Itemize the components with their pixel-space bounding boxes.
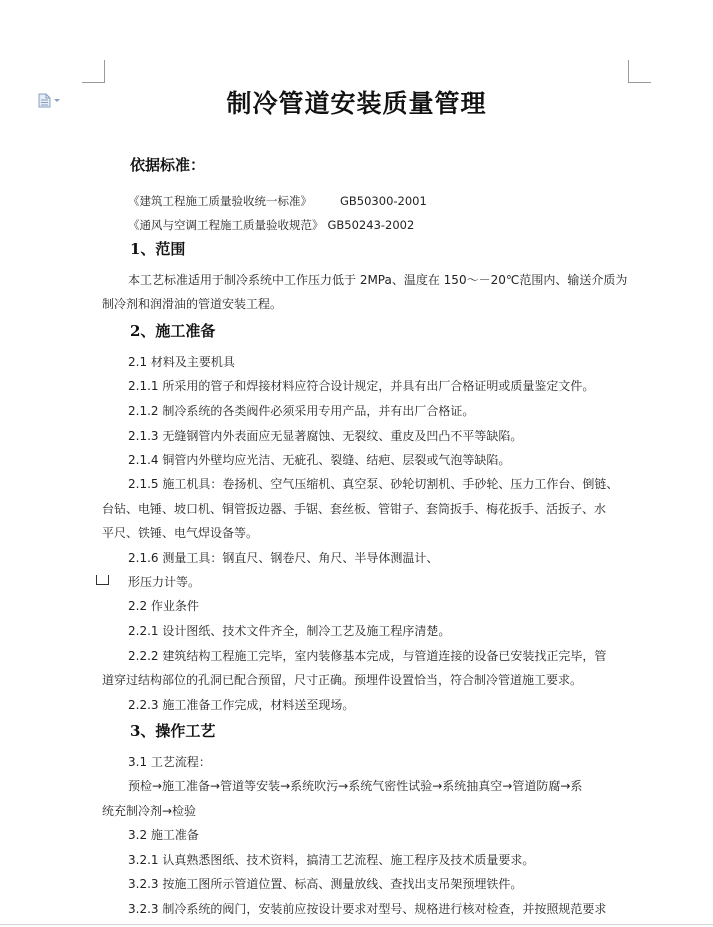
paragraph-line: 台钻、电锤、坡口机、铜管扳边器、手锯、套丝板、管钳子、套筒扳手、梅花扳手、活扳子、水 xyxy=(102,502,607,516)
paragraph-line: 2.1.1 所采用的管子和焊接材料应符合设计规定，并具有出厂合格证明或质量鉴定文件。 xyxy=(128,379,595,393)
paragraph-line: 2.1.4 铜管内外壁均应光洁、无疵孔、裂缝、结疤、层裂或气泡等缺陷。 xyxy=(128,453,511,467)
margin-corner-mark-left xyxy=(82,60,105,83)
paragraph-line: 2.1.2 制冷系统的各类阀件必须采用专用产品，并有出厂合格证。 xyxy=(128,404,475,418)
paragraph-line: 2.1.5 施工机具：卷扬机、空气压缩机、真空泵、砂轮切割机、手砂轮、压力工作台、倒链、 xyxy=(128,477,619,491)
section-heading: 2、施工准备 xyxy=(130,322,216,340)
paragraph-line: 2.1.6 测量工具：钢直尺、钢卷尺、角尺、半导体测温计、 xyxy=(128,551,439,565)
paragraph-line: 2.1.3 无缝钢管内外表面应无显著腐蚀、无裂纹、重皮及凹凸不平等缺陷。 xyxy=(128,429,523,443)
page-bottom-edge xyxy=(0,924,713,925)
paragraph-line: 统充制冷剂→检验 xyxy=(102,804,197,818)
basis-heading: 依据标准： xyxy=(130,156,206,174)
paragraph-line: 3.2.3 按施工图所示管道位置、标高、测量放线、查找出支吊架预埋铁件。 xyxy=(128,877,523,891)
paragraph-line: 3.2.3 制冷系统的阀门，安装前应按设计要求对型号、规格进行核对检查，并按照规范要求 xyxy=(128,902,607,916)
standard-line xyxy=(128,217,414,233)
placeholder-box xyxy=(96,575,109,585)
section-heading: 1、范围 xyxy=(130,240,186,258)
standard-name: 《建筑工程施工质量验收统一标准》 xyxy=(128,194,312,208)
paragraph-line: 本工艺标准适用于制冷系统中工作压力低于 2MPa、温度在 150～－20℃范围内、输送介质为 xyxy=(128,273,628,287)
section-heading: 3、操作工艺 xyxy=(130,722,216,740)
paragraph-line: 2.2.1 设计图纸、技术文件齐全，制冷工艺及施工程序清楚。 xyxy=(128,624,451,638)
paragraph-line: 平尺、铁锤、电气焊设备等。 xyxy=(102,526,259,540)
paragraph-line: 3.2 施工准备 xyxy=(128,828,199,842)
margin-corner-mark-right xyxy=(628,60,651,83)
standard-code: GB50243-2002 xyxy=(327,218,415,232)
standard-name: 《通风与空调工程施工质量验收规范》 xyxy=(128,218,324,232)
paragraph-line: 制冷剂和润滑油的管道安装工程。 xyxy=(102,297,283,311)
paragraph-line: 2.2.3 施工准备工作完成，材料送至现场。 xyxy=(128,698,355,712)
paragraph-line: 2.1 材料及主要机具 xyxy=(128,355,235,369)
paragraph-line: 3.1 工艺流程： xyxy=(128,755,211,769)
paragraph-line: 2.2 作业条件 xyxy=(128,599,199,613)
standard-code: GB50300-2001 xyxy=(340,194,427,208)
document-title: 制冷管道安装质量管理 xyxy=(226,89,487,118)
paragraph-line: 3.2.1 认真熟悉图纸、技术资料，搞清工艺流程、施工程序及技术质量要求。 xyxy=(128,853,535,867)
standard-line xyxy=(128,193,427,209)
paragraph-line: 形压力计等。 xyxy=(128,575,201,589)
paragraph-line: 2.2.2 建筑结构工程施工完毕，室内装修基本完成，与管道连接的设备已安装找正完毕，管 xyxy=(128,649,607,663)
paragraph-line: 道穿过结构部位的孔洞已配合预留，尺寸正确。预埋件设置恰当，符合制冷管道施工要求。 xyxy=(102,673,583,687)
paragraph-line: 预检→施工准备→管道等安装→系统吹污→系统气密性试验→系统抽真空→管道防腐→系 xyxy=(128,779,583,793)
